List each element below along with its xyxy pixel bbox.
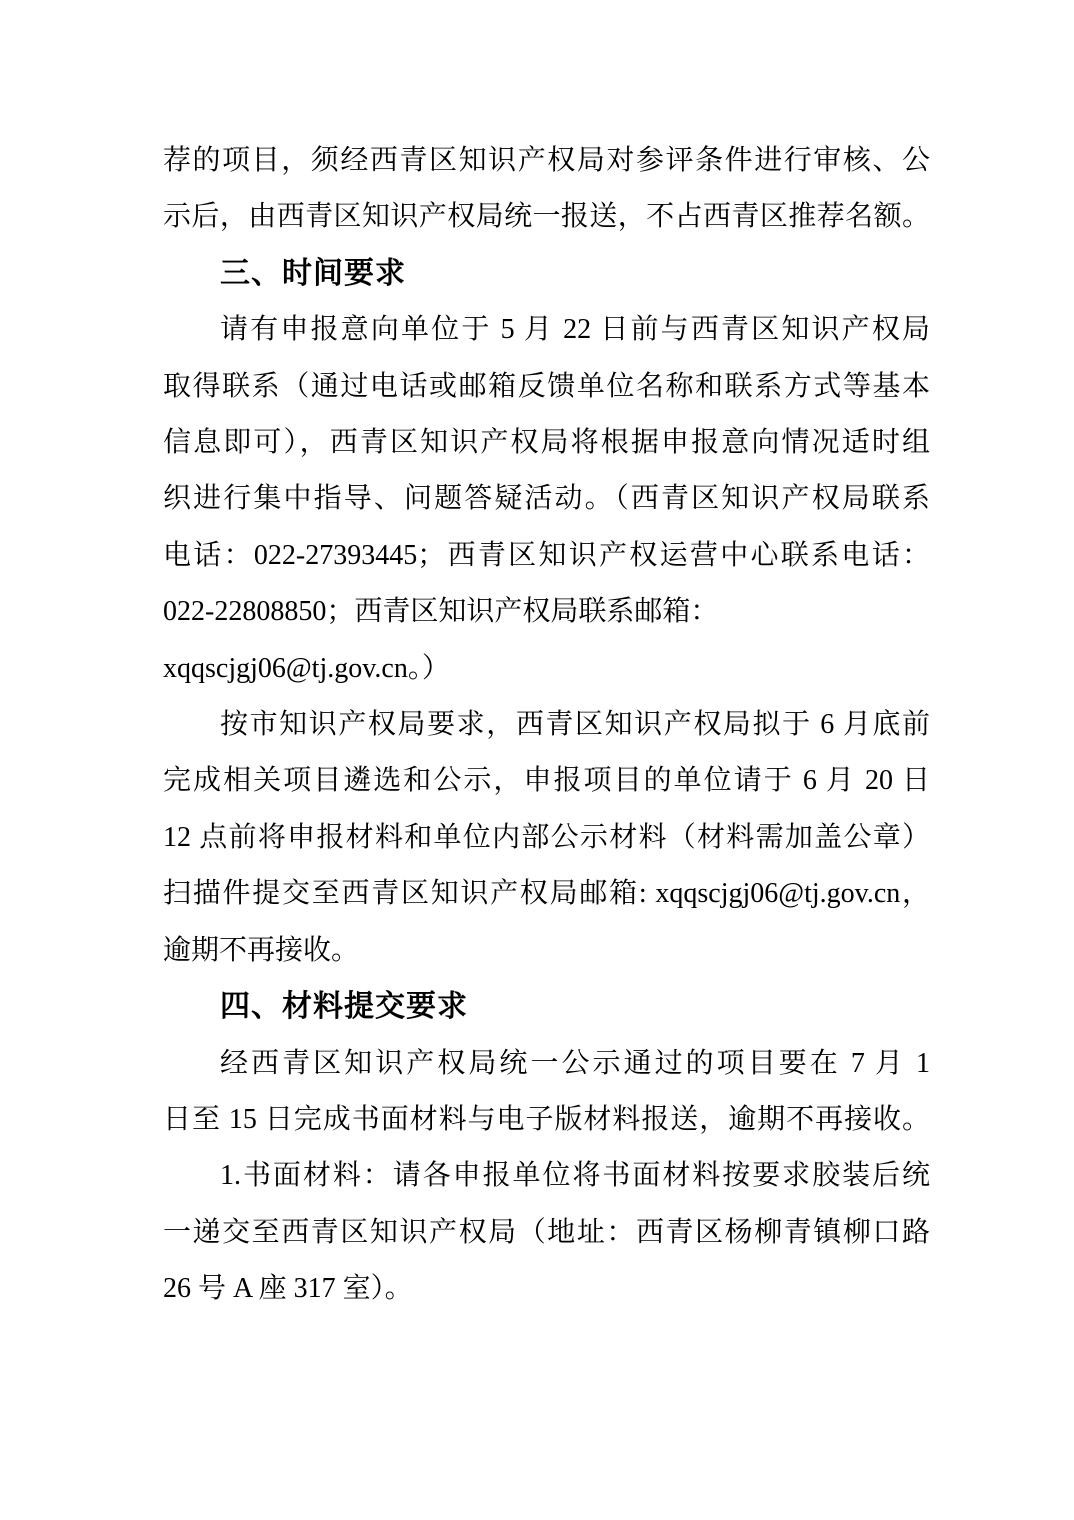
text-line: 请有申报意向单位于 5 月 22 日前与西青区知识产权局 [220,314,930,346]
text-line: 逾期不再接收。 [163,934,360,966]
text-line-contact-phone-2: 022-22808850；西青区知识产权局联系邮箱： [163,596,719,628]
text-line-contact-email: xqqscjgj06@tj.gov.cn。） [163,652,450,684]
text-line: 示后，由西青区知识产权局统一报送，不占西青区推荐名额。 [163,201,930,233]
text-line-address-2: 26 号 A 座 317 室）。 [163,1273,413,1305]
text-line: 12 点前将申报材料和单位内部公示材料（材料需加盖公章） [163,821,930,853]
section-heading-time-requirements: 三、时间要求 [220,256,406,290]
text-line-address: 一递交至西青区知识产权局（地址：西青区杨柳青镇柳口路 [163,1216,930,1248]
text-line: 荐的项目，须经西青区知识产权局对参评条件进行审核、公 [163,145,930,176]
text-line-submit-email: 扫描件提交至西青区知识产权局邮箱: xqqscjgj06@tj.gov.cn， [163,878,930,910]
text-line: 取得联系（通过电话或邮箱反馈单位名称和联系方式等基本 [163,370,930,402]
text-line-contact-phone: 电话：022-27393445；西青区知识产权运营中心联系电话： [163,539,930,571]
text-line: 按市知识产权局要求，西青区知识产权局拟于 6 月底前 [220,709,930,741]
section-heading-material-submission: 四、材料提交要求 [220,990,468,1024]
text-line: 织进行集中指导、问题答疑活动。（西青区知识产权局联系 [163,483,930,515]
text-line: 信息即可），西青区知识产权局将根据申报意向情况适时组 [163,427,930,459]
text-line: 经西青区知识产权局统一公示通过的项目要在 7 月 1 [220,1047,930,1079]
text-line: 日至 15 日完成书面材料与电子版材料报送，逾期不再接收。 [163,1103,930,1135]
text-line-paper-material: 1.书面材料：请各申报单位将书面材料按要求胶装后统 [220,1160,930,1192]
text-line: 完成相关项目遴选和公示，申报项目的单位请于 6 月 20 日 [163,765,930,797]
